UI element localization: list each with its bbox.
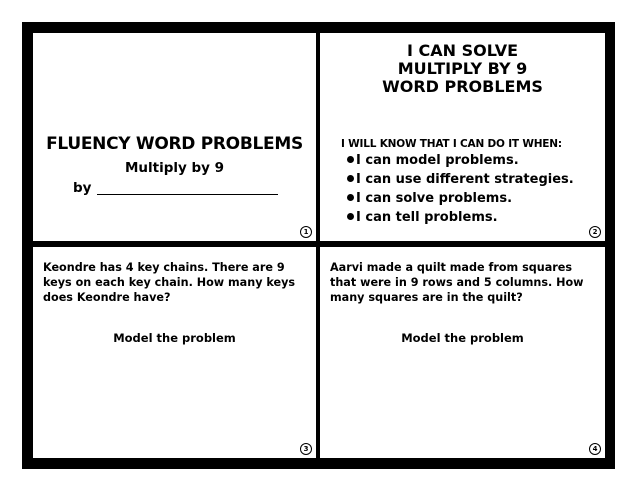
criteria-item	[347, 151, 574, 170]
success-criteria-heading: I WILL KNOW THAT I CAN DO IT WHEN:	[341, 138, 562, 150]
criteria-item	[347, 189, 574, 208]
goal-title-line: WORD PROBLEMS	[382, 77, 543, 96]
bullet-icon	[347, 175, 354, 182]
card-number-badge: 1	[300, 226, 312, 238]
model-instruction: Model the problem	[113, 331, 236, 345]
success-criteria-list	[347, 151, 574, 227]
card-number-badge: 2	[589, 226, 601, 238]
card-learning-goal	[320, 33, 605, 241]
author-name-blank	[97, 194, 278, 195]
bullet-icon	[347, 213, 354, 220]
goal-title	[320, 42, 605, 96]
worksheet-title: FLUENCY WORD PROBLEMS	[46, 134, 303, 154]
criteria-text: I can solve problems.	[356, 191, 513, 206]
card-number-badge: 3	[300, 443, 312, 455]
bullet-icon	[347, 156, 354, 163]
criteria-text: I can use different strategies.	[356, 172, 574, 187]
card-problem-aarvi	[320, 247, 605, 458]
goal-title-line: I CAN SOLVE	[406, 41, 519, 60]
criteria-text: I can tell problems.	[356, 210, 498, 225]
criteria-item	[347, 170, 574, 189]
author-label: by	[73, 180, 92, 196]
card-title	[33, 33, 316, 241]
word-problem-text: Keondre has 4 key chains. There are 9 keys on each key chain. How many keys does Keondre have?	[43, 261, 296, 304]
bullet-icon	[347, 194, 354, 201]
criteria-item	[347, 208, 574, 227]
goal-title-line: MULTIPLY BY 9	[397, 59, 528, 78]
criteria-text: I can model problems.	[356, 153, 519, 168]
word-problem-text: Aarvi made a quilt made from squares that were in 9 rows and 5 columns. How many squares are in the quilt?	[330, 261, 584, 304]
worksheet-subtitle: Multiply by 9	[124, 160, 225, 176]
card-number-badge: 4	[589, 443, 601, 455]
model-instruction: Model the problem	[401, 331, 524, 345]
card-problem-keondre	[33, 247, 316, 458]
